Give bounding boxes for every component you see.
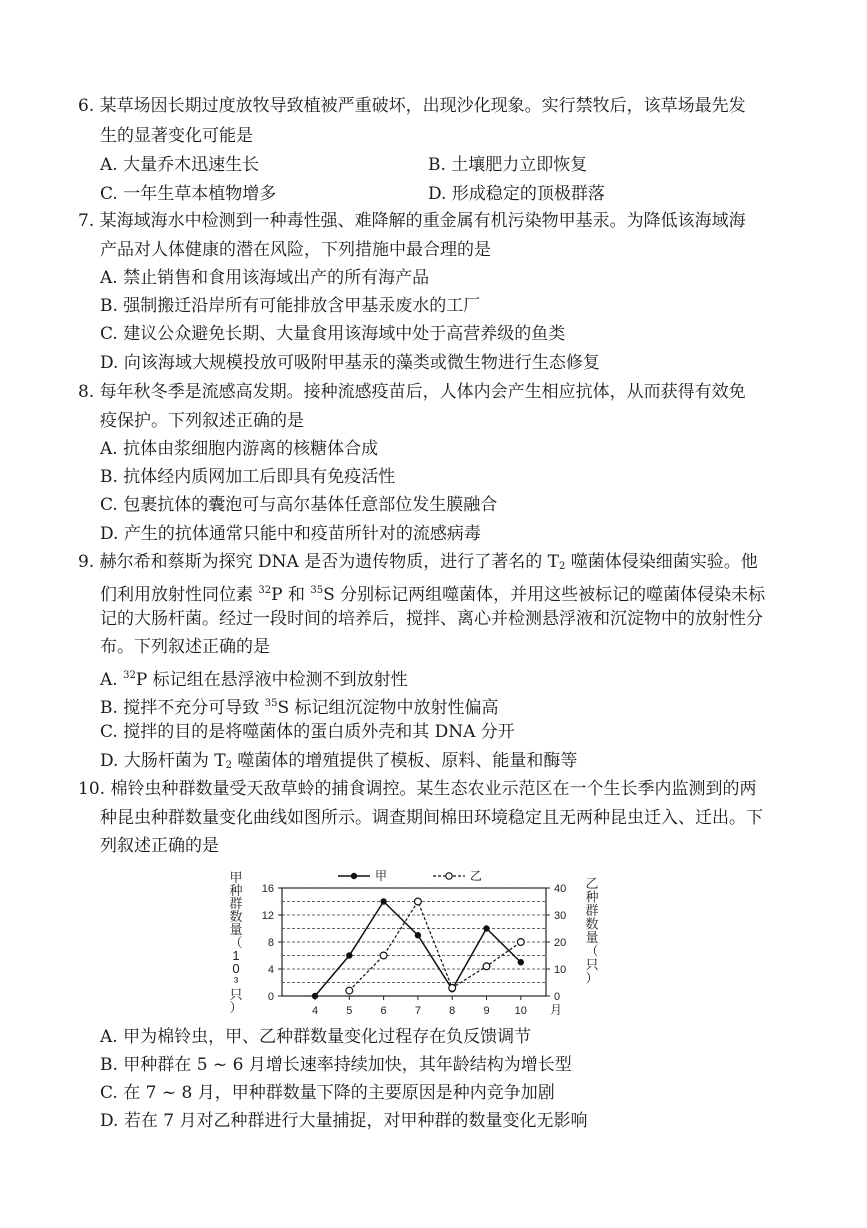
legend-marker-yi — [446, 873, 452, 879]
q9-stem-line1: 9. 赫尔希和蔡斯为探究 DNA 是否为遗传物质，进行了著名的 $T_2$ 噬菌体侵染细菌实验。他 — [78, 552, 758, 572]
axis-title-char: 只 — [585, 957, 599, 972]
data-point-jia — [415, 932, 421, 938]
left-tick-label: 8 — [267, 937, 274, 949]
q9-stem-line3: 记的大肠杆菌。经过一段时间的培养后，搅拌、离心并检测悬浮液和沉淀物中的放射性分 — [100, 609, 763, 629]
axis-title-char: 只 — [229, 987, 243, 1002]
x-tick-label: 5 — [346, 1005, 353, 1017]
axis-title-char: 甲 — [229, 870, 243, 885]
x-tick-label: 4 — [311, 1005, 319, 1017]
q6-stem-line2: 生的显著变化可能是 — [100, 126, 253, 146]
axis-title-char: 种 — [229, 883, 243, 898]
data-point-yi — [380, 952, 387, 959]
q8-stem-line2: 疫保护。下列叙述正确的是 — [100, 411, 304, 431]
q10-option-c: C. 在 7 ~ 8 月，甲种群数量下降的主要原因是种内竞争加剧 — [100, 1083, 555, 1103]
left-tick-label: 4 — [267, 964, 274, 976]
data-point-jia — [380, 898, 386, 904]
q10-stem-line3: 列叙述正确的是 — [100, 836, 219, 856]
q8-option-c: C. 包裹抗体的囊泡可与高尔基体任意部位发生膜融合 — [100, 495, 498, 515]
legend-label-yi: 乙 — [470, 869, 483, 883]
q7-option-d: D. 向该海域大规模投放可吸附甲基汞的藻类或微生物进行生态修复 — [100, 353, 600, 373]
q10-option-b: B. 甲种群在 5 ~ 6 月增长速率持续加快，其年龄结构为增长型 — [100, 1055, 572, 1075]
q10-option-a: A. 甲为棉铃虫，甲、乙种群数量变化过程存在负反馈调节 — [100, 1027, 532, 1047]
q9-option-c: C. 搅拌的目的是将噬菌体的蛋白质外壳和其 DNA 分开 — [100, 722, 515, 742]
q6-option-a: A. 大量乔木迅速生长 — [100, 155, 260, 175]
axis-title-char: ） — [585, 970, 599, 986]
left-tick-label: 0 — [267, 991, 274, 1003]
q6-stem-line1: 6. 某草场因长期过度放牧导致植被严重破坏，出现沙化现象。实行禁牧后，该草场最先发 — [78, 96, 746, 116]
axis-title-char: 种 — [585, 889, 599, 905]
right-axis-title — [585, 876, 598, 986]
legend-label-jia: 甲 — [375, 869, 388, 883]
right-tick-label: 20 — [554, 937, 567, 949]
axis-title-char: （ — [585, 943, 599, 959]
q8-option-d: D. 产生的抗体通常只能中和疫苗所针对的流感病毒 — [100, 524, 481, 544]
data-point-jia — [483, 925, 489, 931]
right-tick-label: 10 — [554, 964, 567, 976]
q7-option-b: B. 强制搬迁沿岸所有可能排放含甲基汞废水的工厂 — [100, 296, 481, 316]
axis-title-char: 1 — [232, 948, 240, 963]
data-point-yi — [449, 985, 456, 992]
right-tick-label: 30 — [554, 910, 567, 922]
x-tick-label: 6 — [380, 1005, 387, 1017]
x-tick-label: 9 — [483, 1005, 490, 1017]
q9-stem-line2: 们利用放射性同位素 $^{32}$P 和 $^{35}$S 分别标记两组噬菌体，并用这些被标记的噬菌体侵染未标 — [100, 585, 766, 605]
q7-stem-line1: 7. 某海域海水中检测到一种毒性强、难降解的重金属有机污染物甲基汞。为降低该海域海 — [78, 211, 746, 231]
q7-option-c: C. 建议公众避免长期、大量食用该海域中处于高营养级的鱼类 — [100, 324, 566, 344]
data-point-yi — [346, 987, 353, 994]
axis-title-char: 量 — [585, 930, 599, 945]
data-point-jia — [518, 959, 524, 965]
population-chart — [220, 862, 620, 1022]
axis-title-char: 数 — [585, 916, 599, 932]
data-point-yi — [483, 963, 490, 970]
axis-title-char: ³ — [233, 974, 239, 989]
q6-option-b: B. 土壤肥力立即恢复 — [428, 155, 588, 175]
q6-option-d: D. 形成稳定的顶极群落 — [428, 184, 605, 204]
q7-option-a: A. 禁止销售和食用该海域出产的所有海产品 — [100, 268, 430, 288]
q10-stem-line2: 种昆虫种群数量变化曲线如图所示。调查期间棉田环境稳定且无两种昆虫迁入、迁出。下 — [100, 808, 763, 828]
q9-stem-line4: 布。下列叙述正确的是 — [100, 637, 270, 657]
x-tick-label: 7 — [414, 1005, 421, 1017]
q9-option-b: B. 搅拌不充分可导致 $^{35}$S 标记组沉淀物中放射性偏高 — [100, 698, 499, 718]
q9-option-a: A. $^{32}$P 标记组在悬浮液中检测不到放射性 — [100, 670, 408, 690]
left-tick-label: 16 — [261, 883, 274, 895]
left-tick-label: 12 — [261, 910, 274, 922]
x-tick-label: 10 — [514, 1005, 527, 1017]
q10-option-d: D. 若在 7 月对乙种群进行大量捕捉，对甲种群的数量变化无影响 — [100, 1111, 588, 1131]
x-unit-label: 月 — [550, 1003, 563, 1017]
axis-title-char: 乙 — [585, 876, 599, 891]
x-tick-label: 8 — [449, 1005, 456, 1017]
q7-stem-line2: 产品对人体健康的潜在风险，下列措施中最合理的是 — [100, 240, 491, 260]
q8-option-a: A. 抗体由浆细胞内游离的核糖体合成 — [100, 439, 379, 459]
left-axis-title — [229, 870, 242, 1015]
data-point-yi — [415, 898, 422, 905]
series-line-jia — [315, 902, 521, 997]
q6-option-c: C. 一年生草本植物增多 — [100, 184, 277, 204]
data-point-jia — [312, 993, 318, 999]
data-point-yi — [517, 939, 524, 946]
q10-stem-line1: 10. 棉铃虫种群数量受天敌草蛉的捕食调控。某生态农业示范区在一个生长季内监测到的两 — [78, 779, 757, 799]
q8-option-b: B. 抗体经内质网加工后即具有免疫活性 — [100, 467, 396, 487]
data-point-jia — [346, 952, 352, 958]
axis-title-char: 0 — [232, 961, 240, 976]
axis-title-char: （ — [229, 935, 243, 950]
axis-title-char: 量 — [229, 922, 243, 937]
legend-marker-jia — [351, 873, 357, 879]
q9-option-d: D. 大肠杆菌为 $T_2$ 噬菌体的增殖提供了模板、原料、能量和酶等 — [100, 751, 578, 771]
right-tick-label: 40 — [554, 883, 567, 895]
axis-title-char: 数 — [229, 909, 243, 924]
axis-title-char: 群 — [229, 896, 243, 911]
axis-title-char: 群 — [585, 903, 599, 918]
axis-title-char: ） — [229, 1000, 243, 1015]
right-tick-label: 0 — [554, 991, 561, 1003]
q8-stem-line1: 8. 每年秋冬季是流感高发期。接种流感疫苗后，人体内会产生相应抗体，从而获得有效免 — [78, 382, 746, 402]
